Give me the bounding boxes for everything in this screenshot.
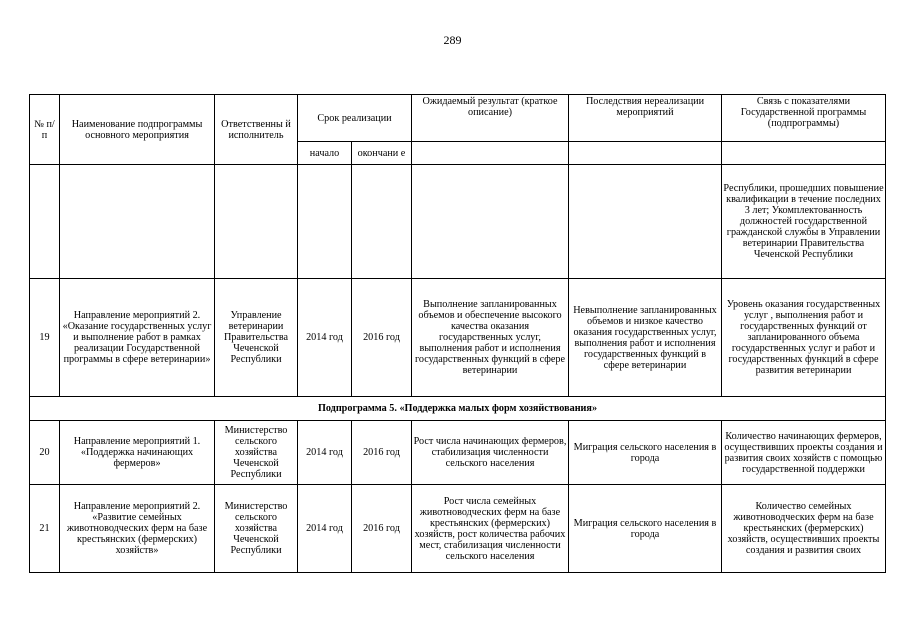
header-link: Связь с показателями Государственной программы (подпрограммы) <box>722 95 886 142</box>
cell-empty <box>60 165 215 279</box>
header-result-empty <box>412 142 569 165</box>
table-row <box>30 421 886 485</box>
header-period: Срок реализации <box>298 95 412 142</box>
header-link-empty <box>722 142 886 165</box>
cell-name: Направление мероприятий 2. «Оказание государственных услуг и выполнение работ в рамках реализации Государственной программы в сфере ветеринарии» <box>60 279 215 397</box>
cell-responsible: Министерство сельского хозяйства Чеченской Республики <box>215 421 298 485</box>
cell-start: 2014 год <box>298 485 352 573</box>
cell-consequences: Невыполнение запланированных объемов и низкое качество оказания государственных услуг, выполнения работ и исполнения государственных функций в сфере ветеринарии <box>569 279 722 397</box>
cell-consequences: Миграция сельского населения в города <box>569 485 722 573</box>
header-consequences: Последствия нереализации мероприятий <box>569 95 722 142</box>
cell-consequences: Миграция сельского населения в города <box>569 421 722 485</box>
table-row <box>30 165 886 279</box>
cell-empty <box>298 165 352 279</box>
header-responsible: Ответственны й исполнитель <box>215 95 298 165</box>
cell-end: 2016 год <box>352 279 412 397</box>
header-consequences-empty <box>569 142 722 165</box>
cell-end: 2016 год <box>352 421 412 485</box>
header-name: Наименование подпрограммы основного мероприятия <box>60 95 215 165</box>
cell-result: Рост числа начинающих фермеров, стабилизация численности сельского населения <box>412 421 569 485</box>
cell-link: Уровень оказания государственных услуг , выполнения работ и государственных функций от запланированного объема государственных услуг и работ и государственных функций в сфере развития ветеринарии <box>722 279 886 397</box>
table-row <box>30 485 886 573</box>
table-row <box>30 279 886 397</box>
cell-empty <box>412 165 569 279</box>
section-row <box>30 397 886 421</box>
section-title: Подпрограмма 5. «Поддержка малых форм хозяйствования» <box>30 397 886 421</box>
cell-num: 21 <box>30 485 60 573</box>
header-end: окончани е <box>352 142 412 165</box>
cell-start: 2014 год <box>298 421 352 485</box>
header-result: Ожидаемый результат (краткое описание) <box>412 95 569 142</box>
cell-num: 20 <box>30 421 60 485</box>
cell-empty <box>352 165 412 279</box>
cell-name: Направление мероприятий 2. «Развитие семейных животноводческих ферм на базе крестьянских (фермерских) хозяйств» <box>60 485 215 573</box>
cell-start: 2014 год <box>298 279 352 397</box>
cell-empty <box>30 165 60 279</box>
cell-link: Количество семейных животноводческих ферм на базе крестьянских (фермерских) хозяйств, осуществивших проекты создания и развития своих <box>722 485 886 573</box>
header-num: № п/п <box>30 95 60 165</box>
cell-responsible: Управление ветеринарии Правительства Чеченской Республики <box>215 279 298 397</box>
cell-responsible: Министерство сельского хозяйства Чеченской Республики <box>215 485 298 573</box>
cell-link: Количество начинающих фермеров, осуществивших проекты создания и развития своих хозяйств с помощью государственной поддержки <box>722 421 886 485</box>
cell-result: Выполнение запланированных объемов и обеспечение высокого качества оказания государственных услуг, выполнения работ и исполнения государственных функций в сфере ветеринарии <box>412 279 569 397</box>
cell-link: Республики, прошедших повышение квалификации в течение последних 3 лет; Укомплектованность должностей государственной гражданской службы в Управлении ветеринарии Правительства Чеченской Республики <box>722 165 886 279</box>
cell-result: Рост числа семейных животноводческих ферм на базе крестьянских (фермерских) хозяйств, рост количества рабочих мест, стабилизация численности сельского населения <box>412 485 569 573</box>
cell-end: 2016 год <box>352 485 412 573</box>
program-activities-table <box>29 94 886 573</box>
cell-empty <box>215 165 298 279</box>
cell-num: 19 <box>30 279 60 397</box>
cell-name: Направление мероприятий 1. «Поддержка начинающих фермеров» <box>60 421 215 485</box>
cell-empty <box>569 165 722 279</box>
page-number: 289 <box>443 33 462 47</box>
header-start: начало <box>298 142 352 165</box>
